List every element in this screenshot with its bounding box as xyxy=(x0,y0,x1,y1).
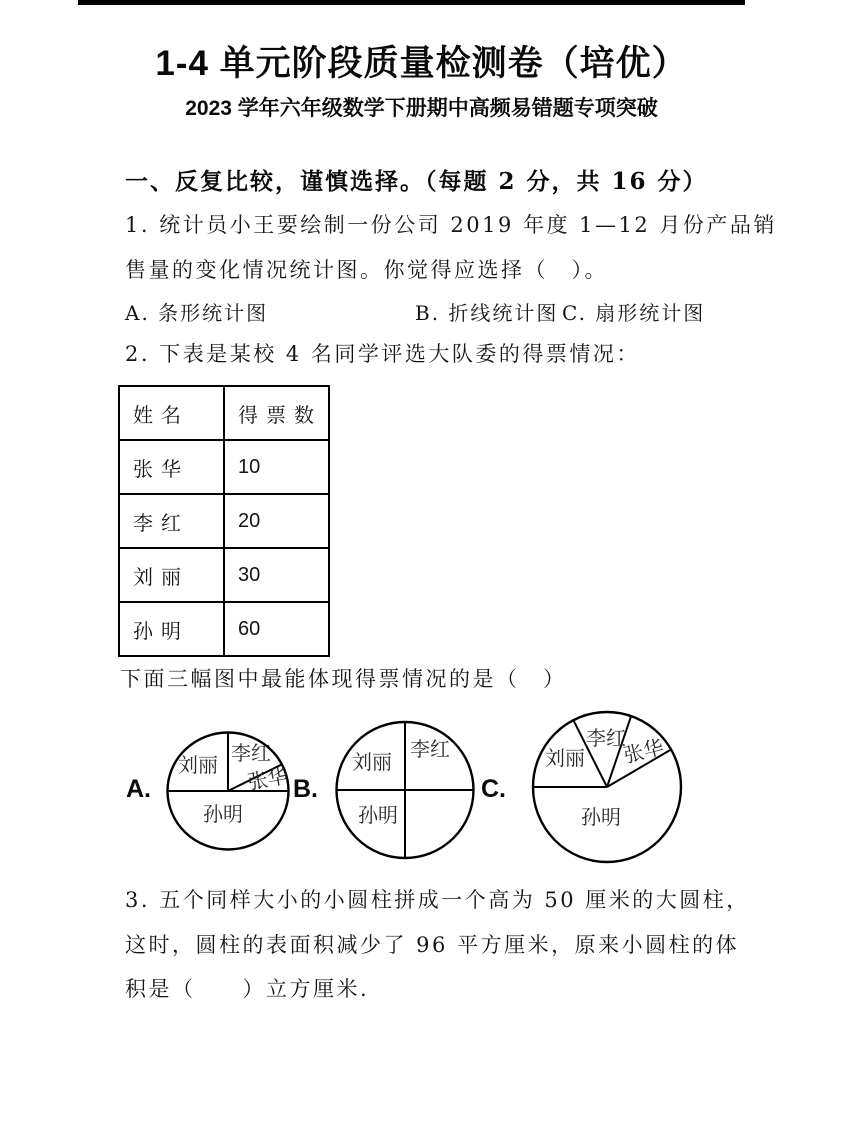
pie-a-label-liuli: 刘丽 xyxy=(178,753,218,777)
table-cell-name: 孙明 xyxy=(119,602,224,656)
pie-a-label-sunming: 孙明 xyxy=(203,802,243,826)
question2-figure-caption: 下面三幅图中最能体现得票情况的是（ ） xyxy=(120,667,567,691)
pie-chart-c xyxy=(533,712,681,862)
pie-c-label-lihong: 李红 xyxy=(586,726,626,750)
question3-line1: 3. 五个同样大小的小圆柱拼成一个高为 50 厘米的大圆柱， xyxy=(125,888,750,912)
table-row xyxy=(119,602,329,656)
table-row xyxy=(119,548,329,602)
question1-option-c: C. 扇形统计图 xyxy=(562,301,706,325)
page-title: 1-4 单元阶段质量检测卷（培优） xyxy=(155,44,688,83)
section-heading: 一、反复比较，谨慎选择。（每题 2 分，共 16 分） xyxy=(125,168,708,195)
pie-b-label-liuli: 刘丽 xyxy=(352,750,392,774)
table-cell-votes: 10 xyxy=(224,440,329,494)
question1-line1: 1. 统计员小王要绘制一份公司 2019 年度 1—12 月份产品销 xyxy=(125,213,777,237)
table-header-name: 姓名 xyxy=(119,386,224,440)
figure-letter-c: C. xyxy=(481,775,506,803)
table-cell-name: 张华 xyxy=(119,440,224,494)
table-header-row xyxy=(119,386,329,440)
table-cell-name: 刘丽 xyxy=(119,548,224,602)
question1-option-a: A. 条形统计图 xyxy=(125,301,269,325)
table-cell-votes: 20 xyxy=(224,494,329,548)
question3-line3: 积是（ ）立方厘米. xyxy=(125,977,370,1001)
pie-chart-a xyxy=(168,733,290,850)
votes-table xyxy=(118,385,330,657)
page-subtitle: 2023 学年六年级数学下册期中高频易错题专项突破 xyxy=(185,97,658,120)
question1-line2: 售量的变化情况统计图。你觉得应选择（ ）。 xyxy=(125,258,608,282)
pie-a-label-lihong: 李红 xyxy=(231,741,271,765)
pie-b-label-sunming: 孙明 xyxy=(358,803,398,827)
page-top-rule xyxy=(78,0,745,5)
pie-a-label-zhanghua: 张华 xyxy=(245,763,290,795)
question3-line2: 这时，圆柱的表面积减少了 96 平方厘米，原来小圆柱的体 xyxy=(125,933,740,957)
question1-option-b: B. 折线统计图 xyxy=(415,301,559,325)
pie-c-label-liuli: 刘丽 xyxy=(545,746,585,770)
table-row xyxy=(119,440,329,494)
pie-chart-b xyxy=(337,722,474,858)
pie-c-label-zhanghua: 张华 xyxy=(621,734,666,768)
figure-letter-b: B. xyxy=(293,775,318,803)
question2-prompt: 2. 下表是某校 4 名同学评选大队委的得票情况： xyxy=(125,342,640,366)
table-row xyxy=(119,494,329,548)
table-cell-votes: 30 xyxy=(224,548,329,602)
pie-charts-figure xyxy=(110,695,750,887)
pie-b-label-lihong: 李红 xyxy=(410,737,450,761)
pie-c-label-sunming: 孙明 xyxy=(581,805,621,829)
table-cell-name: 李红 xyxy=(119,494,224,548)
figure-letter-a: A. xyxy=(126,775,151,803)
table-header-votes: 得票数 xyxy=(224,386,329,440)
table-cell-votes: 60 xyxy=(224,602,329,656)
